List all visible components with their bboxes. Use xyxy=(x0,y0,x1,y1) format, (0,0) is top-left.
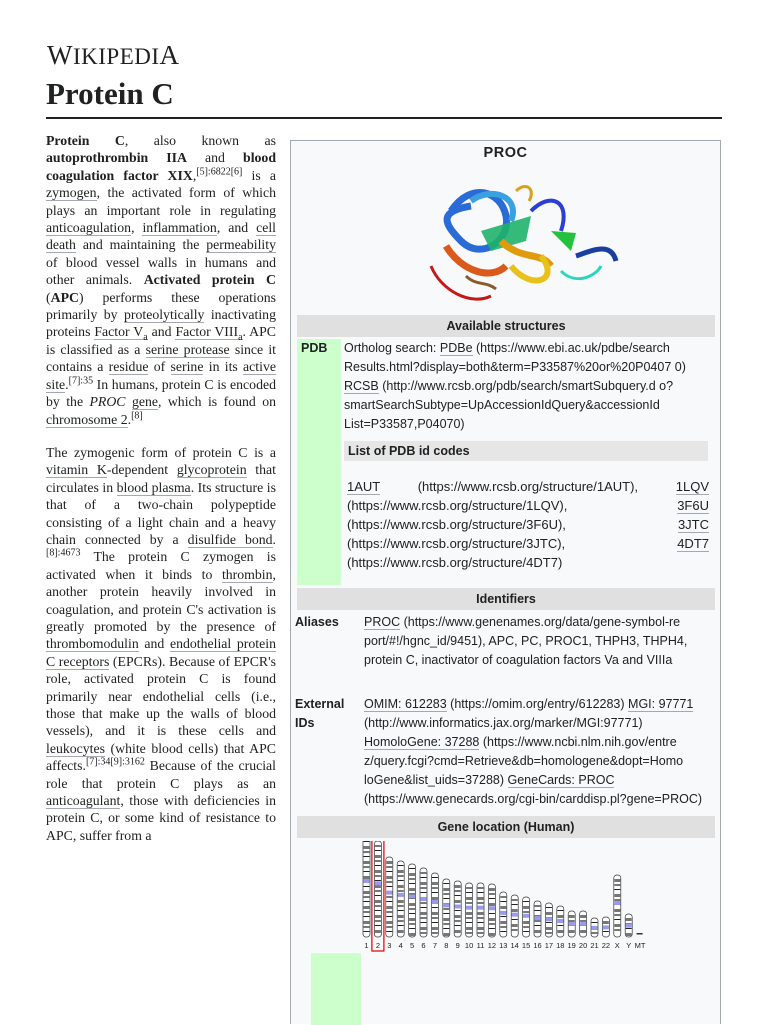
citation[interactable]: [7]:34[9]:3162 xyxy=(85,756,145,768)
chromosome-15[interactable] xyxy=(522,897,530,950)
chromosome-label: 13 xyxy=(499,941,508,950)
link-anticoagulation[interactable]: anticoagulation xyxy=(46,220,132,236)
genecards-link[interactable]: GeneCards: PROC xyxy=(507,773,615,787)
chromosome-19[interactable] xyxy=(568,911,576,950)
chromosome-label: X xyxy=(614,941,620,950)
title-divider xyxy=(46,117,722,119)
link-glycoprotein[interactable]: glycoprotein xyxy=(176,462,247,478)
chromosome-16[interactable] xyxy=(533,901,541,950)
link-vitamin-k[interactable]: vitamin K xyxy=(46,462,107,478)
pdb-green-strip xyxy=(311,953,361,1025)
chromosome-label: 17 xyxy=(544,941,554,950)
chromosome-6[interactable] xyxy=(420,868,427,950)
external-ids-value: OMIM: 612283 (https://omim.org/entry/612283) MGI: 97771 (http://www.informatics.jax.org/marker/MGI:97771) HomoloGene: 37288 (https://www.ncbi.nlm.nih.gov/entre z/query.fcgi?cmd=Retrieve&db=homologene&dopt=Homo loGene&list_uids=37288) GeneCards: PROC (https://www.genecards.org/cgi-bin/carddisp.pl?gene=PROC) xyxy=(364,697,703,806)
chromosome-label: 7 xyxy=(432,941,437,950)
rcsb-link[interactable]: RCSB xyxy=(344,379,379,393)
chromosome-label: 2 xyxy=(375,941,380,950)
citation[interactable]: [7]:35 xyxy=(68,375,94,387)
chromosome-X[interactable] xyxy=(614,875,621,950)
chromosome-label: MT xyxy=(634,941,646,950)
chromosome-5[interactable] xyxy=(409,864,416,950)
chromosome-label: 15 xyxy=(521,941,531,950)
chromosome-label: 4 xyxy=(398,941,403,950)
available-structures-header: Available structures xyxy=(297,315,715,337)
chromosome-label: 21 xyxy=(590,941,599,950)
chromosome-9[interactable] xyxy=(454,881,461,950)
link-inflammation[interactable]: inflammation xyxy=(142,220,217,236)
aliases-label: Aliases xyxy=(295,615,339,629)
link-residue[interactable]: residue xyxy=(108,359,149,375)
pdb-label: PDB xyxy=(297,339,341,585)
chromosome-label: 16 xyxy=(533,941,542,950)
pdb-id-link[interactable]: 3JTC xyxy=(677,517,709,532)
chromosome-label: 3 xyxy=(387,941,392,950)
chromosome-7[interactable] xyxy=(431,873,438,950)
gene-location-header: Gene location (Human) xyxy=(297,816,715,838)
link-epcr[interactable]: endothelial protein C receptors xyxy=(46,636,276,669)
chromosome-label: 18 xyxy=(556,941,565,950)
link-thrombin[interactable]: thrombin xyxy=(221,566,273,582)
chromosome-17[interactable] xyxy=(545,903,553,950)
citation[interactable]: [8] xyxy=(131,409,143,421)
chromosome-label: 5 xyxy=(410,941,415,950)
chromosome-11[interactable] xyxy=(477,883,485,950)
pdb-list-header[interactable]: List of PDB id codes xyxy=(344,441,708,461)
chromosome-label: 22 xyxy=(601,941,611,950)
chromosome-18[interactable] xyxy=(556,906,564,950)
link-disulfide-bond[interactable]: disulfide bond xyxy=(187,531,273,547)
chromosome-label: 9 xyxy=(455,941,460,950)
proc-hgnc-link[interactable]: PROC xyxy=(364,615,401,629)
citation[interactable]: [8]:4673 xyxy=(46,547,81,559)
identifiers-header: Identifiers xyxy=(297,588,715,610)
chromosome-14[interactable] xyxy=(511,895,519,950)
link-gene[interactable]: gene xyxy=(131,394,158,410)
link-proteolytically[interactable]: proteolytically xyxy=(123,307,205,323)
chromosome-label: 19 xyxy=(567,941,576,950)
pdb-id-link[interactable]: 3F6U xyxy=(677,498,709,513)
chromosome-22[interactable] xyxy=(602,917,610,950)
chromosome-8[interactable] xyxy=(443,879,450,950)
chromosome-label: 1 xyxy=(364,941,369,950)
link-factor-va[interactable]: Factor $V_a$ xyxy=(94,324,148,344)
chromosome-Y[interactable] xyxy=(625,914,632,950)
chromosome-label: 12 xyxy=(487,941,497,950)
paragraph-2: The zymogenic form of protein C is a vitamin K-dependent glycoprotein that circulates in blood plasma. Its structure is that of a two-chain polypeptide consisting of a light chain and a heavy chain connected by a disulfide bond.$^{[8]:4673}$ The protein C zymogen is activated when it binds to thrombin, another protein heavily involved in coagulation, and protein C's activation is greatly promoted by the presence of thrombomodulin and endothelial protein C receptors (EPCRs). Because of EPCR's role, activated protein C is found primarily near endothelial cells (i.e., those that make up the walls of blood vessels), and it is these cells and leukocytes (white blood cells) that APC affects.$^{[7]:34[9]:3162}$ Because of the crucial role that protein C plays as an anticoagulant, those with deficiencies in protein C, or some kind of resistance to APC, suffer from a xyxy=(46,444,276,843)
chromosome-label: 8 xyxy=(444,941,449,950)
infobox xyxy=(290,140,721,1024)
pdb-id-link[interactable]: 1AUT xyxy=(347,479,380,494)
link-anticoagulant[interactable]: anticoagulant xyxy=(46,793,121,809)
chromosome-MT[interactable] xyxy=(635,933,646,950)
chromosome-1[interactable] xyxy=(363,841,370,950)
chromosome-4[interactable] xyxy=(397,861,404,950)
article-body xyxy=(46,132,276,860)
chromosome-3[interactable] xyxy=(386,857,393,950)
link-leukocytes[interactable]: leukocytes xyxy=(46,740,106,756)
chromosome-label: 6 xyxy=(421,941,426,950)
chromosome-ideogram[interactable] xyxy=(355,841,655,953)
chromosome-10[interactable] xyxy=(465,883,473,950)
chromosome-12[interactable] xyxy=(488,884,496,950)
link-chromosome-2[interactable]: chromosome 2 xyxy=(46,411,128,427)
infobox-title: PROC xyxy=(483,145,528,161)
chromosome-label: 10 xyxy=(464,941,474,950)
link-serine[interactable]: serine xyxy=(170,359,204,375)
chromosome-13[interactable] xyxy=(499,892,507,950)
chromosome-label: 11 xyxy=(476,941,485,950)
link-active-site[interactable]: active site xyxy=(46,359,276,392)
pdb-id-link[interactable]: 1LQV xyxy=(675,479,709,494)
omim-link[interactable]: OMIM: 612283 xyxy=(364,697,447,711)
chromosome-label: Y xyxy=(626,941,632,950)
chromosome-label: 14 xyxy=(510,941,519,950)
chromosome-label: 20 xyxy=(578,941,588,950)
external-ids-label: External IDs xyxy=(295,697,345,730)
ortholog-search: Ortholog search: PDBe (https://www.ebi.ac.uk/pdbe/search Results.html?display=both&term=P33587%20or%20P0407 0) RCSB (http://www.rcsb.org/pdb/search/smartSubquery.d o?smartSearchSubtype=UpAccessionIdQuery&accessionId List=P33587,P04070) xyxy=(344,341,686,431)
homologene-link[interactable]: HomoloGene: 37288 xyxy=(364,735,480,749)
link-zymogen[interactable]: zymogen xyxy=(46,185,97,201)
link-serine-protease[interactable]: serine protease xyxy=(145,341,230,357)
chromosome-20[interactable] xyxy=(579,911,587,950)
link-cell-death[interactable]: cell death xyxy=(46,220,276,253)
citation[interactable]: [5]:6822[6] xyxy=(196,166,243,178)
pdbe-link[interactable]: PDBe xyxy=(439,341,473,355)
pdb-id-list: 1AUT (https://www.rcsb.org/structure/1AUT), 1LQV (https://www.rcsb.org/structure/1LQV), 3F6U (https://www.rcsb.org/structure/3F6U), 3JTC (https://www.rcsb.org/structure/3JTC), 4DT7 (https://www.rcsb.org/structure/4DT7) xyxy=(347,479,709,570)
protein-structure-image[interactable] xyxy=(411,171,621,311)
pdb-id-link[interactable]: 4DT7 xyxy=(677,536,709,551)
wikipedia-logo[interactable]: WIKIPEDIA xyxy=(47,40,180,70)
link-permeability[interactable]: permeability xyxy=(206,237,276,253)
mgi-link[interactable]: MGI: 97771 xyxy=(628,697,694,711)
chromosome-2[interactable] xyxy=(372,841,384,951)
page-title: Protein C xyxy=(46,76,174,111)
link-thrombomodulin[interactable]: thrombomodulin xyxy=(46,636,139,652)
link-factor-viiia[interactable]: Factor $VIII_a$ xyxy=(175,324,243,344)
link-blood-plasma[interactable]: blood plasma xyxy=(116,479,191,495)
paragraph-1: Protein C, also known as autoprothrombin IIA and blood coagulation factor XIX,[5]:6822[6] is a zymogen, the activated form of which plays an important role in regulating anticoagulation, inflammation, and cell death and maintaining the permeability of blood vessel walls in humans and other animals. Activated protein C (APC) performs these operations primarily by proteolytically inactivating proteins Factor $V_a$ and Factor $VIII_a$. APC is classified as a serine protease since it contains a residue of serine in its active site.$^{[7]:35}$ In humans, protein C is encoded by the PROC gene, which is found on chromosome 2.[8] xyxy=(46,133,276,427)
aliases-value: PROC (https://www.genenames.org/data/gene-symbol-re port/#!/hgnc_id/9451), APC, PC, PROC1, THPH3, THPH4, protein C, inactivator of coagulation factors Va and VIIIa xyxy=(364,615,688,667)
chromosome-21[interactable] xyxy=(590,918,598,950)
